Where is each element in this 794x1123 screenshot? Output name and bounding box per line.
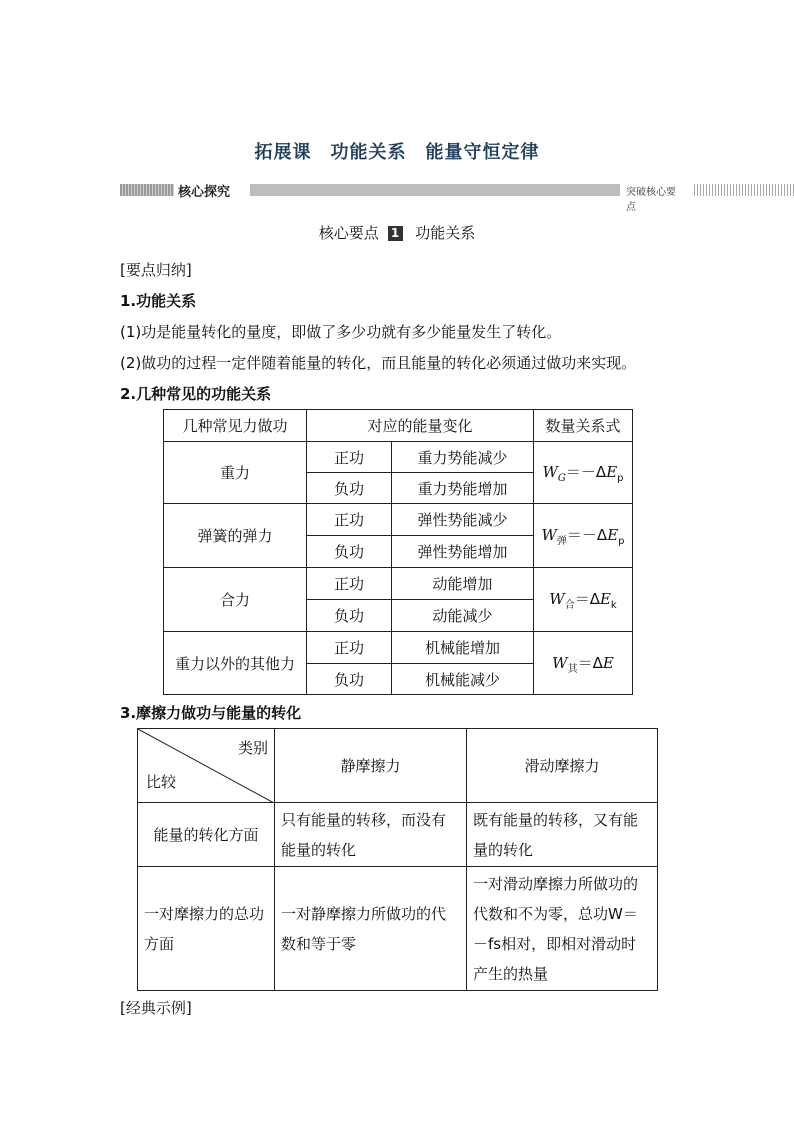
energy-change: 重力势能减少 (392, 442, 534, 473)
section-1-paragraph-2: (2)做功的过程一定伴随着能量的转化，而且能量的转化必须通过做功来实现。 (120, 354, 637, 372)
section-1-title: 1.功能关系 (120, 292, 197, 310)
force-net: 合力 (164, 568, 307, 632)
col-sliding-friction: 滑动摩擦力 (467, 729, 658, 803)
corner-category: 类别 (237, 739, 268, 757)
energy-change: 弹性势能减少 (392, 504, 534, 536)
key-point-heading (0, 222, 794, 243)
section-1-paragraph-1: (1)功是能量转化的量度，即做了多少功就有多少能量发生了转化。 (120, 323, 562, 341)
key-point-name: 功能关系 (415, 224, 476, 242)
force-gravity: 重力 (164, 442, 307, 504)
formula-net: $W_合=\Delta E_k$ (534, 568, 633, 632)
row-total-work: 一对摩擦力的总功方面 (138, 867, 275, 991)
force-spring: 弹簧的弹力 (164, 504, 307, 568)
corner-cell (138, 729, 275, 803)
example-header: [经典示例] (120, 999, 192, 1017)
work-sign: 正功 (307, 568, 392, 600)
sliding-total-work: 一对滑动摩擦力所做功的代数和不为零，总功W＝－fs相对，即相对滑动时产生的热量 (467, 867, 658, 991)
header-formula: 数量关系式 (534, 410, 633, 442)
banner-right-stripes (694, 184, 794, 196)
sliding-energy-conversion: 既有能量的转移，又有能量的转化 (467, 803, 658, 867)
work-energy-table (163, 409, 633, 695)
formula-gravity: $W_G=-\Delta E_p$ (534, 442, 633, 504)
force-other: 重力以外的其他力 (164, 632, 307, 695)
key-point-number: 1 (388, 226, 403, 241)
energy-change: 重力势能增加 (392, 473, 534, 504)
static-total-work: 一对静摩擦力所做功的代数和等于零 (275, 867, 467, 991)
section-banner (120, 182, 680, 213)
section-2-title: 2.几种常见的功能关系 (120, 385, 272, 403)
work-sign: 负功 (307, 664, 392, 695)
friction-table (137, 728, 658, 991)
work-sign: 正功 (307, 442, 392, 473)
work-sign: 负功 (307, 600, 392, 632)
formula-spring: $W_弹=-\Delta E_p$ (534, 504, 633, 568)
section-3-title: 3.摩擦力做功与能量的转化 (120, 704, 302, 722)
banner-left-stripes (120, 184, 174, 196)
banner-bar (250, 184, 620, 196)
header-force: 几种常见力做功 (164, 410, 307, 442)
banner-section-label: 核心探究 (178, 185, 231, 200)
banner-tag: 突破核心要点 (626, 187, 676, 213)
work-sign: 负功 (307, 473, 392, 504)
energy-change: 机械能增加 (392, 632, 534, 664)
header-energy-change: 对应的能量变化 (307, 410, 534, 442)
row-energy-conversion: 能量的转化方面 (138, 803, 275, 867)
work-sign: 正功 (307, 504, 392, 536)
energy-change: 动能增加 (392, 568, 534, 600)
page-title: 拓展课 功能关系 能量守恒定律 (254, 142, 540, 163)
static-energy-conversion: 只有能量的转移，而没有能量的转化 (275, 803, 467, 867)
work-sign: 负功 (307, 536, 392, 568)
corner-compare: 比较 (146, 773, 177, 791)
summary-header: [要点归纳] (120, 261, 192, 279)
energy-change: 机械能减少 (392, 664, 534, 695)
formula-other: $W_其=\Delta E$ (534, 632, 633, 695)
col-static-friction: 静摩擦力 (275, 729, 467, 803)
key-point-prefix: 核心要点 (318, 224, 379, 242)
work-sign: 正功 (307, 632, 392, 664)
energy-change: 动能减少 (392, 600, 534, 632)
energy-change: 弹性势能增加 (392, 536, 534, 568)
